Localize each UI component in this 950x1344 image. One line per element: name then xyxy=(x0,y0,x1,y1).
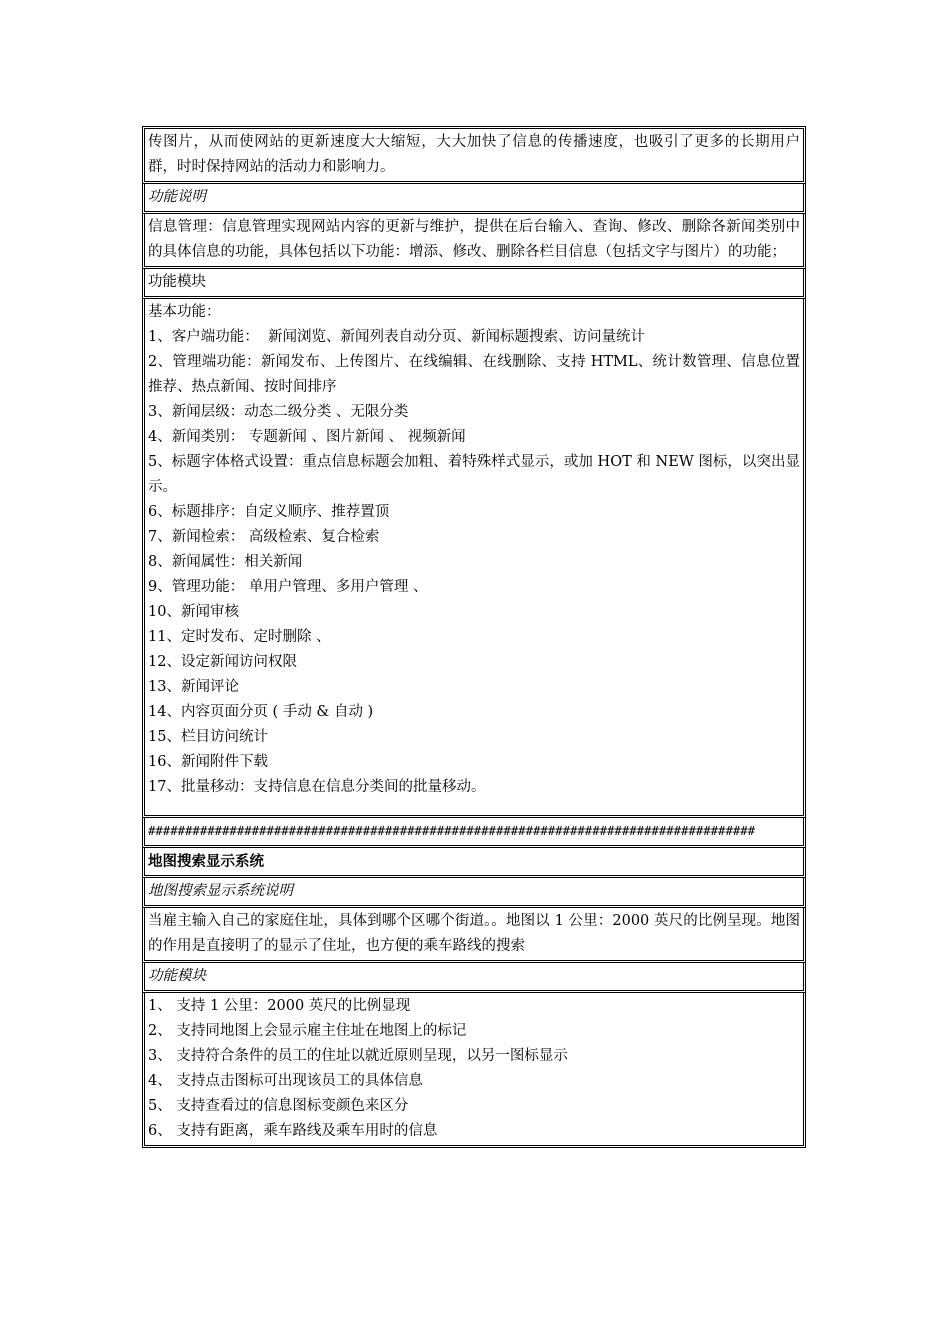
map-system-title-cell xyxy=(142,848,806,878)
document-table xyxy=(142,126,806,1148)
intro-cell xyxy=(142,126,806,184)
intro-text: 传图片，从而使网站的更新速度大大缩短，大大加快了信息的传播速度，也吸引了更多的长期用户群，时时保持网站的活动力和影响力。 xyxy=(148,134,800,175)
map-module-heading: 功能模块 xyxy=(148,968,206,984)
list-item: 1、客户端功能： 新闻浏览、新闻列表自动分页、新闻标题搜索、访问量统计 xyxy=(148,329,645,345)
list-item: 1、 支持 1 公里：2000 英尺的比例显现 xyxy=(148,998,411,1014)
list-item: 6、 支持有距离，乘车路线及乘车用时的信息 xyxy=(148,1123,438,1139)
list-item: 16、新闻附件下载 xyxy=(148,754,268,770)
list-item: 12、设定新闻访问权限 xyxy=(148,654,297,670)
list-item: 3、新闻层级：动态二级分类 、无限分类 xyxy=(148,404,409,420)
list-spacer xyxy=(148,800,800,814)
func-module-heading: 功能模块 xyxy=(148,274,206,290)
list-item: 9、管理功能： 单用户管理、多用户管理 、 xyxy=(148,579,428,595)
map-desc-heading: 地图搜索显示系统说明 xyxy=(148,883,293,899)
list-item: 17、批量移动：支持信息在信息分类间的批量移动。 xyxy=(148,779,486,795)
list-item: 基本功能： xyxy=(148,304,221,320)
list-item: 10、新闻审核 xyxy=(148,604,239,620)
list-item: 7、新闻检索： 高级检索、复合检索 xyxy=(148,529,380,545)
map-desc-heading-cell xyxy=(142,878,806,908)
map-module-heading-cell xyxy=(142,963,806,993)
list-item: 15、栏目访问统计 xyxy=(148,729,268,745)
func-desc-heading: 功能说明 xyxy=(148,189,206,205)
divider-cell xyxy=(142,818,806,848)
func-module-list-cell xyxy=(142,299,806,818)
list-item: 3、 支持符合条件的员工的住址以就近原则呈现，以另一图标显示 xyxy=(148,1048,568,1064)
list-item: 4、新闻类别： 专题新闻 、图片新闻 、 视频新闻 xyxy=(148,429,466,445)
map-desc-cell xyxy=(142,908,806,963)
func-desc-heading-cell xyxy=(142,184,806,214)
list-item: 5、 支持查看过的信息图标变颜色来区分 xyxy=(148,1098,409,1114)
map-module-list-cell xyxy=(142,993,806,1148)
func-desc-cell xyxy=(142,214,806,269)
list-item: 14、内容页面分页 ( 手动 & 自动 ) xyxy=(148,704,374,720)
list-item: 11、定时发布、定时删除 、 xyxy=(148,629,331,645)
list-item: 2、管理端功能：新闻发布、上传图片、在线编辑、在线删除、支持 HTML、统计数管理、信息位置推荐、热点新闻、按时间排序 xyxy=(148,354,800,395)
list-item: 13、新闻评论 xyxy=(148,679,239,695)
map-system-title: 地图搜索显示系统 xyxy=(148,853,264,870)
list-item: 5、标题字体格式设置：重点信息标题会加粗、着特殊样式显示，或加 HOT 和 NEW 图标，以突出显示。 xyxy=(148,454,800,495)
list-item: 4、 支持点击图标可出现该员工的具体信息 xyxy=(148,1073,423,1089)
func-desc-text: 信息管理：信息管理实现网站内容的更新与维护，提供在后台输入、查询、修改、删除各新闻类别中的具体信息的功能，具体包括以下功能：增添、修改、删除各栏目信息（包括文字与图片）的功能； xyxy=(148,219,800,260)
divider-text: ################################################################################## xyxy=(148,824,756,838)
list-item: 6、标题排序：自定义顺序、推荐置顶 xyxy=(148,504,390,520)
func-module-heading-cell xyxy=(142,269,806,299)
list-item: 8、新闻属性：相关新闻 xyxy=(148,554,303,570)
map-desc-text: 当雇主输入自己的家庭住址，具体到哪个区哪个街道。。地图以 1 公里：2000 英尺的比例呈现。地图的作用是直接明了的显示了住址，也方便的乘车路线的搜索 xyxy=(148,913,800,954)
list-item: 2、 支持同地图上会显示雇主住址在地图上的标记 xyxy=(148,1023,467,1039)
